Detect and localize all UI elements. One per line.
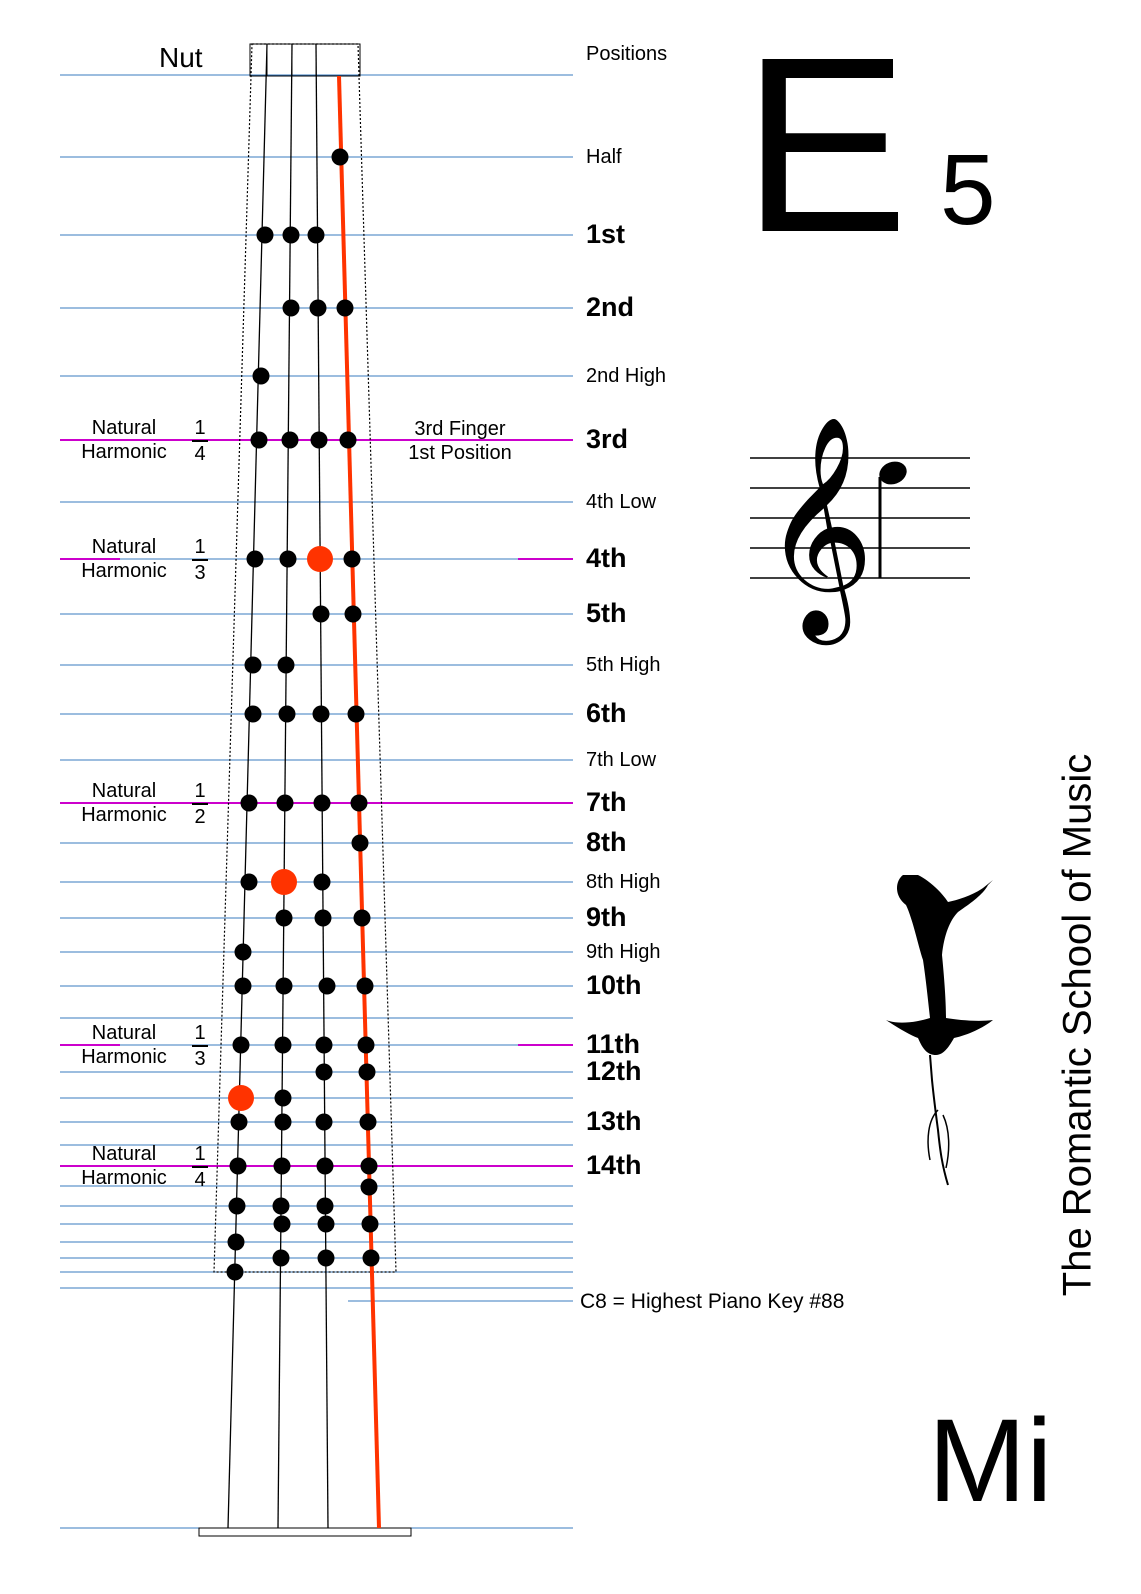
- finger-dot: [316, 1064, 333, 1081]
- finger-dot: [277, 795, 294, 812]
- finger-dot: [253, 368, 270, 385]
- fraction-denominator: 4: [192, 440, 208, 466]
- finger-dot: [282, 432, 299, 449]
- finger-dot: [233, 1037, 250, 1054]
- finger-dot: [273, 1198, 290, 1215]
- harmonic-label: [74, 779, 174, 827]
- position-label: 6th: [586, 698, 627, 728]
- string: [316, 44, 328, 1528]
- harmonic-label-line1: Natural: [91, 417, 157, 439]
- third-finger-line1: 3rd Finger: [414, 418, 506, 440]
- finger-dot: [279, 706, 296, 723]
- finger-dot: [313, 706, 330, 723]
- fingerboard-outline: [199, 44, 411, 1536]
- finger-dot: [310, 300, 327, 317]
- finger-dot: [313, 606, 330, 623]
- position-label: 9th: [586, 902, 627, 932]
- position-label: 4th Low: [586, 491, 657, 513]
- finger-dot: [275, 1037, 292, 1054]
- highlight-note-dot: [271, 869, 297, 895]
- highlight-note-dot: [228, 1085, 254, 1111]
- finger-dot: [275, 1114, 292, 1131]
- finger-dot: [357, 978, 374, 995]
- school-title: The Romantic School of Music: [1055, 753, 1100, 1297]
- finger-dot: [354, 910, 371, 927]
- note-letter: E: [742, 5, 909, 284]
- finger-dot: [337, 300, 354, 317]
- finger-dot: [230, 1158, 247, 1175]
- finger-dot: [278, 657, 295, 674]
- finger-dot: [228, 1234, 245, 1251]
- fraction-denominator: 2: [192, 803, 208, 829]
- finger-dot: [241, 874, 258, 891]
- solfege-syllable: Mi: [928, 1395, 1053, 1527]
- finger-dot: [359, 1064, 376, 1081]
- finger-dot: [319, 978, 336, 995]
- position-label: 5th High: [586, 654, 661, 676]
- position-label: 12th: [586, 1056, 642, 1086]
- position-label: 4th: [586, 543, 627, 573]
- finger-dot: [317, 1198, 334, 1215]
- finger-dot: [362, 1216, 379, 1233]
- finger-dot: [245, 657, 262, 674]
- finger-dot: [361, 1179, 378, 1196]
- position-label: Half: [586, 146, 622, 168]
- finger-dot: [257, 227, 274, 244]
- finger-dot: [311, 432, 328, 449]
- third-finger-line2: 1st Position: [408, 442, 512, 464]
- fraction-numerator: 1: [194, 1143, 206, 1165]
- finger-dot: [229, 1198, 246, 1215]
- finger-dot: [227, 1264, 244, 1281]
- finger-dot: [274, 1216, 291, 1233]
- highest-key-note: C8 = Highest Piano Key #88: [580, 1290, 845, 1313]
- fraction-numerator: 1: [194, 417, 206, 439]
- harmonic-fraction: [192, 535, 208, 585]
- strings: [228, 44, 379, 1528]
- fraction-numerator: 1: [194, 780, 206, 802]
- harmonic-label-line1: Natural: [91, 780, 157, 802]
- finger-dot: [340, 432, 357, 449]
- bridge: [199, 1528, 411, 1536]
- position-label: 11th: [586, 1029, 641, 1059]
- harmonic-fraction: [192, 1021, 208, 1071]
- harmonic-fraction: [192, 1142, 208, 1192]
- harmonic-label-line1: Natural: [91, 536, 157, 558]
- fraction-denominator: 4: [192, 1166, 208, 1192]
- position-label: 7th Low: [586, 749, 657, 771]
- finger-dot: [273, 1250, 290, 1267]
- position-label: 3rd: [586, 424, 629, 454]
- finger-dot: [235, 944, 252, 961]
- harmonic-label-line2: Harmonic: [81, 560, 167, 582]
- position-label: 9th High: [586, 941, 661, 963]
- finger-dot: [308, 227, 325, 244]
- position-label: 2nd: [586, 292, 635, 322]
- highlight-note-dot: [307, 546, 333, 572]
- harmonic-label: [74, 1142, 174, 1190]
- harmonic-fraction: [192, 416, 208, 466]
- finger-dot: [348, 706, 365, 723]
- finger-dot: [344, 551, 361, 568]
- finger-dot: [352, 835, 369, 852]
- fraction-denominator: 3: [192, 1045, 208, 1071]
- position-label: 1st: [586, 219, 626, 249]
- string: [278, 44, 292, 1528]
- finger-dot: [318, 1216, 335, 1233]
- harmonic-fraction: [192, 779, 208, 829]
- finger-dot: [283, 227, 300, 244]
- finger-dot: [276, 910, 293, 927]
- music-staff: [750, 414, 970, 645]
- finger-dot: [314, 795, 331, 812]
- fraction-numerator: 1: [194, 536, 206, 558]
- harmonic-label-line2: Harmonic: [81, 1167, 167, 1189]
- harmonic-label-line1: Natural: [91, 1022, 157, 1044]
- finger-dot: [283, 300, 300, 317]
- finger-dot: [363, 1250, 380, 1267]
- string: [228, 44, 267, 1528]
- finger-dot: [316, 1114, 333, 1131]
- third-finger-note: [395, 417, 525, 465]
- position-label: 8th: [586, 827, 627, 857]
- harmonic-label-line2: Harmonic: [81, 1046, 167, 1068]
- finger-dot: [251, 432, 268, 449]
- treble-clef-icon: 𝄞: [762, 414, 875, 635]
- finger-dot: [332, 149, 349, 166]
- harmonic-label-line1: Natural: [91, 1143, 157, 1165]
- finger-dot: [345, 606, 362, 623]
- position-label: 8th High: [586, 871, 661, 893]
- position-label: 10th: [586, 970, 642, 1000]
- finger-dot: [280, 551, 297, 568]
- position-label: 13th: [586, 1106, 642, 1136]
- finger-dot: [360, 1114, 377, 1131]
- finger-dot: [247, 551, 264, 568]
- octave-number: 5: [940, 134, 996, 246]
- finger-dot: [351, 795, 368, 812]
- finger-dot: [314, 874, 331, 891]
- harmonic-label: [74, 535, 174, 583]
- finger-dot: [241, 795, 258, 812]
- finger-dot: [361, 1158, 378, 1175]
- nut-label: Nut: [159, 42, 203, 73]
- fraction-denominator: 3: [192, 559, 208, 585]
- finger-dot: [358, 1037, 375, 1054]
- finger-dot: [231, 1114, 248, 1131]
- violinist-silhouette-icon: [818, 850, 1048, 1200]
- position-label: 5th: [586, 598, 627, 628]
- positions-heading: Positions: [586, 43, 668, 65]
- finger-dot: [317, 1158, 334, 1175]
- fraction-numerator: 1: [194, 1022, 206, 1044]
- finger-dot: [275, 1090, 292, 1107]
- harmonic-label-line2: Harmonic: [81, 441, 167, 463]
- finger-dot: [318, 1250, 335, 1267]
- finger-dot: [316, 1037, 333, 1054]
- finger-dot: [245, 706, 262, 723]
- position-label: 2nd High: [586, 365, 667, 387]
- position-label: 14th: [586, 1150, 642, 1180]
- finger-dot: [315, 910, 332, 927]
- finger-dot: [274, 1158, 291, 1175]
- harmonic-label: [74, 1021, 174, 1069]
- finger-dot: [235, 978, 252, 995]
- harmonic-label: [74, 416, 174, 464]
- finger-dot: [276, 978, 293, 995]
- position-label: 7th: [586, 787, 627, 817]
- harmonic-label-line2: Harmonic: [81, 804, 167, 826]
